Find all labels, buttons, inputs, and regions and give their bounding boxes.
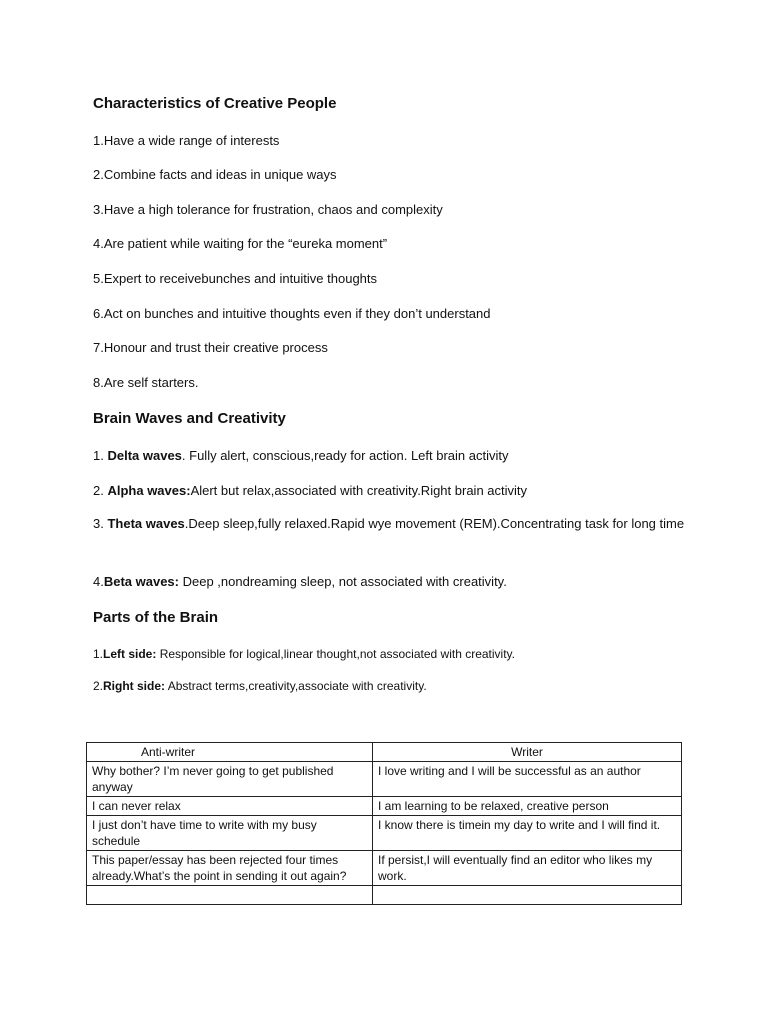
characteristic-item: 3.Have a high tolerance for frustration, chaos and complexity xyxy=(93,202,443,217)
table-cell-writer: I am learning to be relaxed, creative person xyxy=(373,797,682,816)
characteristic-item: 2.Combine facts and ideas in unique ways xyxy=(93,167,337,182)
characteristic-item: 8.Are self starters. xyxy=(93,375,199,390)
item-description: Alert but relax,associated with creativity.Right brain activity xyxy=(190,483,528,498)
table-cell-writer: I know there is timein my day to write and I will find it. xyxy=(373,816,682,851)
item-term: Left side: xyxy=(103,647,157,661)
table-row xyxy=(87,816,682,851)
characteristic-item: 5.Expert to receivebunches and intuitive thoughts xyxy=(93,271,378,286)
item-term: Delta waves xyxy=(107,448,182,463)
characteristic-item: 1.Have a wide range of interests xyxy=(93,133,280,148)
item-number: 1. xyxy=(93,647,104,661)
brain-wave-item xyxy=(93,482,527,500)
item-term: Alpha waves: xyxy=(107,483,191,498)
table-cell-writer: I love writing and I will be successful as an author xyxy=(373,762,682,797)
item-description: Responsible for logical,linear thought,not associated with creativity. xyxy=(156,647,515,661)
table-cell-writer xyxy=(373,886,682,905)
column-header-anti-writer: Anti-writer xyxy=(87,743,373,762)
brain-wave-item xyxy=(93,513,693,535)
table-cell-anti-writer: This paper/essay has been rejected four times already.What’s the point in sending it out again? xyxy=(87,851,373,886)
item-term: Right side: xyxy=(103,679,166,693)
item-description: Deep ,nondreaming sleep, not associated with creativity. xyxy=(179,574,507,589)
item-term: Beta waves: xyxy=(103,574,179,589)
table-row xyxy=(87,797,682,816)
item-description: Abstract terms,creativity,associate with creativity. xyxy=(165,679,427,693)
item-number: 1. xyxy=(93,448,108,463)
table-cell-anti-writer: I just don’t have time to write with my busy schedule xyxy=(87,816,373,851)
characteristic-item: 7.Honour and trust their creative process xyxy=(93,340,328,355)
item-description: . Fully alert, conscious,ready for action. Left brain activity xyxy=(181,448,509,463)
table-row-empty xyxy=(87,886,682,905)
table-cell-writer: If persist,I will eventually find an editor who likes my work. xyxy=(373,851,682,886)
item-number: 3. xyxy=(93,516,108,531)
brain-wave-item xyxy=(93,573,507,591)
table-header-row xyxy=(87,743,682,762)
item-number: 2. xyxy=(93,483,108,498)
characteristic-item: 6.Act on bunches and intuitive thoughts even if they don’t understand xyxy=(93,306,491,321)
section-title-characteristics: Characteristics of Creative People xyxy=(93,95,337,112)
brain-wave-item xyxy=(93,447,509,465)
section-title-parts-of-brain: Parts of the Brain xyxy=(93,609,219,626)
table-row xyxy=(87,762,682,797)
table-cell-anti-writer: Why bother? I’m never going to get published anyway xyxy=(87,762,373,797)
anti-writer-vs-writer-table xyxy=(86,742,682,905)
item-number: 4. xyxy=(93,574,104,589)
table-row xyxy=(87,851,682,886)
brain-part-item xyxy=(93,645,515,663)
characteristic-item: 4.Are patient while waiting for the “eureka moment” xyxy=(93,236,388,251)
item-term: Theta waves xyxy=(107,516,185,531)
section-title-brain-waves: Brain Waves and Creativity xyxy=(93,410,286,427)
table-cell-anti-writer xyxy=(87,886,373,905)
brain-part-item xyxy=(93,677,427,695)
table-cell-anti-writer: I can never relax xyxy=(87,797,373,816)
column-header-writer: Writer xyxy=(373,743,682,762)
item-description: .Deep sleep,fully relaxed.Rapid wye movement (REM).Concentrating task for long time xyxy=(184,516,685,531)
item-number: 2. xyxy=(93,679,104,693)
